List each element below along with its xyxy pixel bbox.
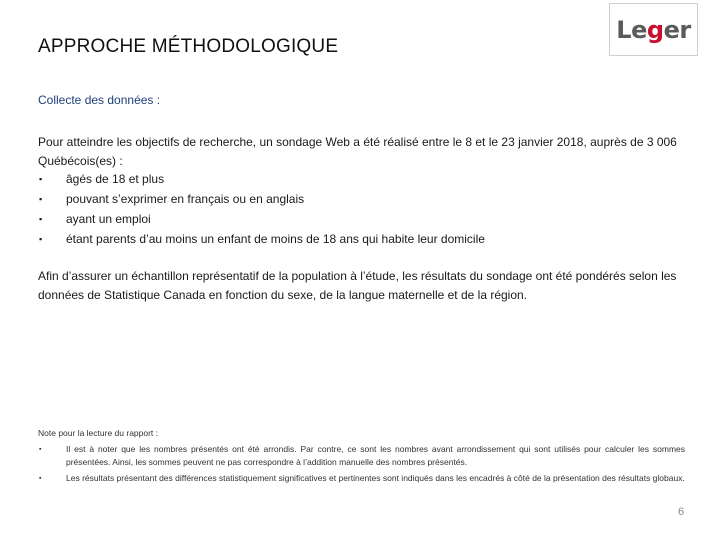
logo-suffix: er bbox=[663, 15, 691, 44]
list-item-text: pouvant s’exprimer en français ou en anglais bbox=[66, 192, 305, 206]
bullet-icon: ▪ bbox=[39, 475, 42, 482]
page-title: APPROCHE MÉTHODOLOGIQUE bbox=[38, 36, 339, 57]
section-label: Collecte des données : bbox=[38, 93, 161, 107]
list-item bbox=[38, 169, 688, 189]
bullet-icon: ▪ bbox=[39, 214, 43, 224]
list-item-text: étant parents d’au moins un enfant de moins de 18 ans qui habite leur domicile bbox=[66, 232, 485, 246]
list-item-text: ayant un emploi bbox=[66, 212, 151, 226]
logo-prefix: Le bbox=[616, 15, 647, 44]
list-item bbox=[38, 229, 688, 249]
leger-logo bbox=[609, 3, 698, 56]
bullet-icon: ▪ bbox=[39, 234, 43, 244]
list-item bbox=[38, 209, 688, 229]
weighting-paragraph: Afin d’assurer un échantillon représentatif de la population à l’étude, les résultats du sondage ont été pondérés selon les données de Statistique Canada en fonction du sexe, de la langue maternelle et de la région. bbox=[38, 269, 677, 302]
list-item bbox=[38, 443, 685, 469]
page-number: 6 bbox=[678, 506, 685, 518]
bullet-icon: ▪ bbox=[39, 174, 43, 184]
criteria-list bbox=[38, 169, 688, 249]
notes-list bbox=[38, 443, 685, 488]
list-item bbox=[38, 472, 685, 485]
logo-accent: g bbox=[646, 15, 664, 44]
logo-wordmark bbox=[616, 16, 690, 44]
intro-paragraph: Pour atteindre les objectifs de recherche, un sondage Web a été réalisé entre le 8 et le 23 janvier 2018, auprès de 3 006 Québécois(es) : bbox=[38, 135, 677, 168]
note-text: Les résultats présentant des différences statistiquement significatives et pertinentes sont indiqués dans les encadrés à côté de la présentation des résultats globaux. bbox=[66, 473, 685, 483]
bullet-icon: ▪ bbox=[39, 194, 43, 204]
list-item-text: âgés de 18 et plus bbox=[66, 172, 165, 186]
bullet-icon: ▪ bbox=[39, 446, 42, 453]
note-text: Il est à noter que les nombres présentés ont été arrondis. Par contre, ce sont les nombres avant arrondissement qui sont utilisés pour calculer les sommes présentées. Ainsi, les sommes peuvent ne pas correspondre à l’addition manuelle des nombres présentés. bbox=[66, 444, 685, 467]
list-item bbox=[38, 189, 688, 209]
notes-heading: Note pour la lecture du rapport : bbox=[38, 428, 159, 438]
